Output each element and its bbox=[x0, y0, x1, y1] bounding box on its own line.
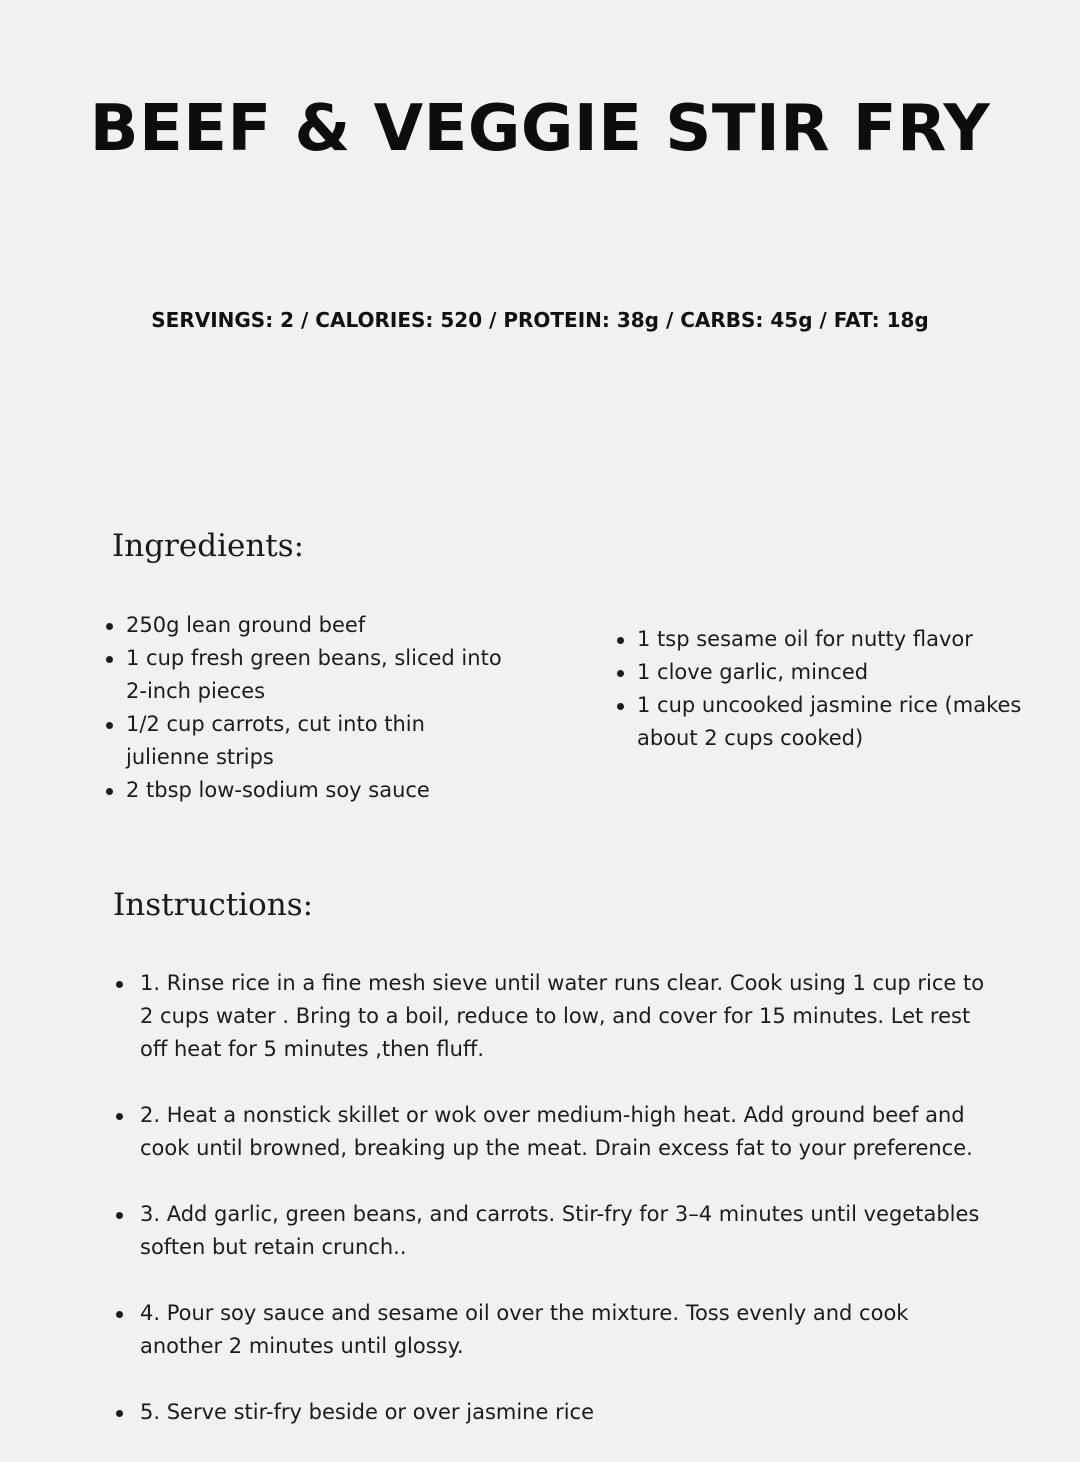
ingredient-item: 1 cup uncooked jasmine rice (makes about 2 cups cooked) bbox=[615, 689, 1025, 755]
ingredient-item: 1 cup fresh green beans, sliced into 2-inch pieces bbox=[104, 642, 514, 708]
ingredient-item: 250g lean ground beef bbox=[104, 609, 514, 642]
ingredient-item: 1 clove garlic, minced bbox=[615, 656, 1025, 689]
ingredients-list-right bbox=[615, 623, 1025, 755]
nutrition-summary: SERVINGS: 2 / CALORIES: 520 / PROTEIN: 38g / CARBS: 45g / FAT: 18g bbox=[151, 308, 929, 332]
instruction-step: 2. Heat a nonstick skillet or wok over medium-high heat. Add ground beef and cook until browned, breaking up the meat. Drain excess fat to your preference. bbox=[116, 1099, 986, 1165]
instruction-step: 5. Serve stir-fry beside or over jasmine rice bbox=[116, 1396, 986, 1429]
instructions-list bbox=[116, 967, 986, 1462]
instructions-heading: Instructions: bbox=[113, 887, 314, 923]
ingredient-item: 1/2 cup carrots, cut into thin julienne strips bbox=[104, 708, 514, 774]
ingredient-item: 1 tsp sesame oil for nutty flavor bbox=[615, 623, 1025, 656]
instruction-step: 4. Pour soy sauce and sesame oil over the mixture. Toss evenly and cook another 2 minutes until glossy. bbox=[116, 1297, 986, 1363]
instruction-step: 3. Add garlic, green beans, and carrots. Stir-fry for 3–4 minutes until vegetables soften but retain crunch.. bbox=[116, 1198, 986, 1264]
ingredients-list-left bbox=[104, 609, 514, 807]
ingredients-heading: Ingredients: bbox=[112, 528, 305, 564]
ingredient-item: 2 tbsp low-sodium soy sauce bbox=[104, 774, 514, 807]
instruction-step: 1. Rinse rice in a fine mesh sieve until water runs clear. Cook using 1 cup rice to 2 cups water . Bring to a boil, reduce to low, and cover for 15 minutes. Let rest off heat for 5 minutes ,then fluff. bbox=[116, 967, 986, 1066]
recipe-title: BEEF & VEGGIE STIR FRY bbox=[89, 92, 991, 166]
